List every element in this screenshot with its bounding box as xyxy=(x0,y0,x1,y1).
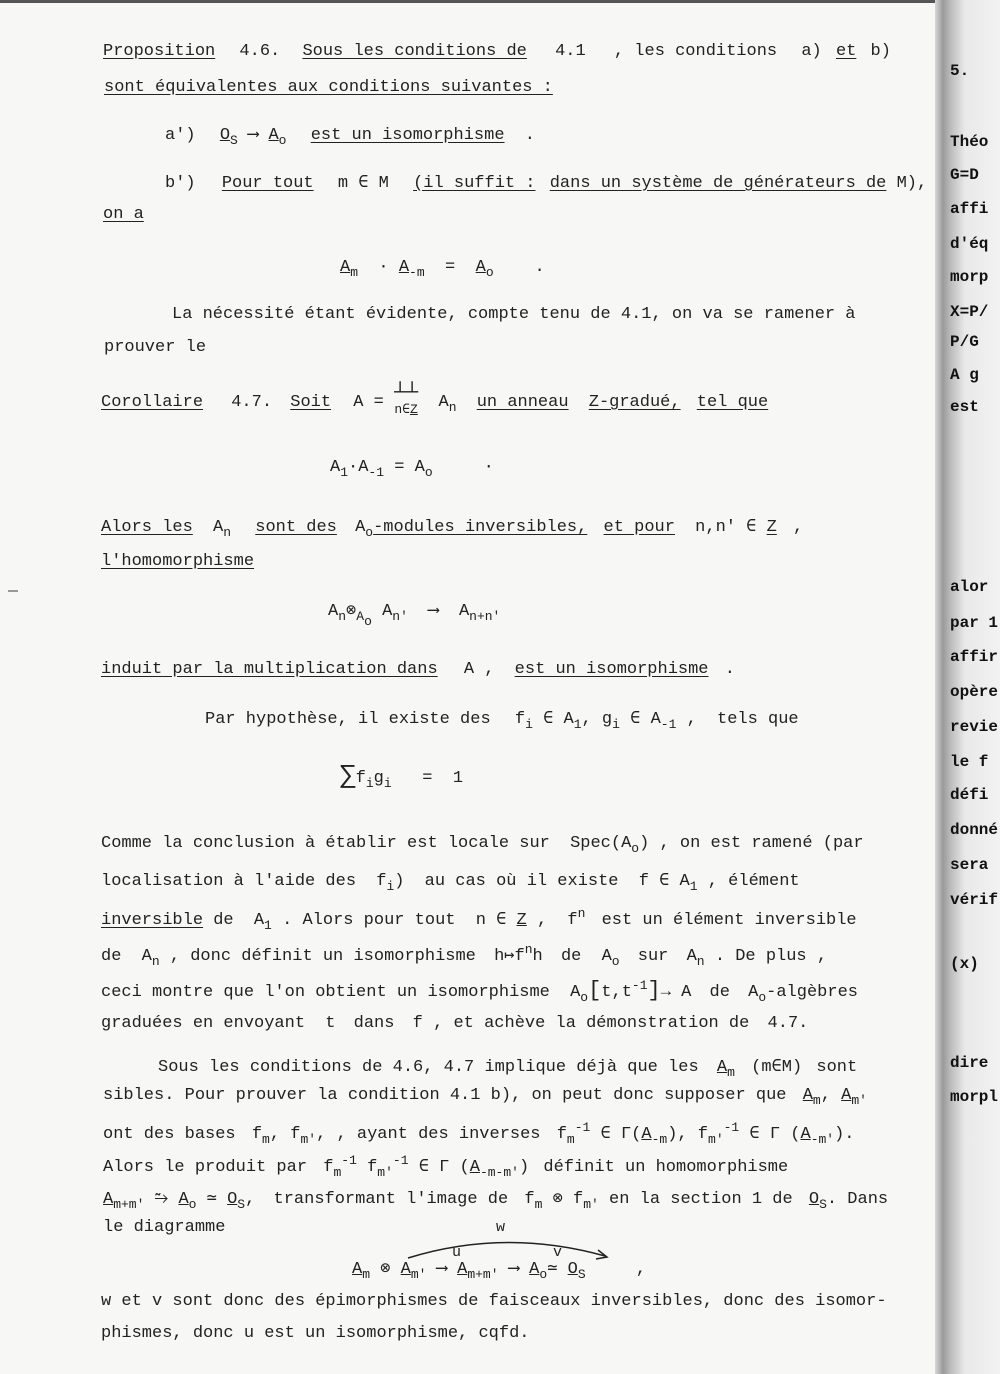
margin-word: revie xyxy=(950,718,999,736)
para1-line2: prouver le xyxy=(104,338,207,357)
margin-word: sera xyxy=(950,856,989,874)
proof-text: ceci montre que l'on obtient un isomorphisme xyxy=(101,983,550,1002)
proof-text: , et achève la démonstration de xyxy=(433,1014,750,1033)
induit-line: induit par la multiplication dans A , est un isomorphisme . xyxy=(101,660,735,679)
margin-word: alor xyxy=(950,578,989,596)
cor-text: tel que xyxy=(696,392,769,412)
corollary-label: Corollaire xyxy=(101,392,204,412)
proof-line-5: ceci montre que l'on obtient un isomorphisme $A_o[t,t^{-1}]\to A$ de $A_o$-algèbres xyxy=(101,978,858,1005)
margin-word: X=P/ xyxy=(950,303,989,321)
proof-text: de xyxy=(560,947,582,966)
cor-text: -modules inversibles, xyxy=(373,518,588,537)
cor-text: et pour xyxy=(603,518,675,537)
equation-tensor: $A_n\otimes_{A_o}$ $A_{n'}$ ⟶ $A_{n+n'}$ xyxy=(328,602,501,629)
corollary-number: 4.7. xyxy=(231,392,273,412)
proof-text: t xyxy=(325,1014,336,1033)
proof-line-4: de $A_n$ , donc définit un isomorphisme $h↦f^nh$ de $A_o$ sur $A_n$ . De plus , xyxy=(101,942,828,969)
cor-text: Alors les xyxy=(101,518,193,537)
margin-word: 5. xyxy=(950,62,970,80)
diagram-comma: , xyxy=(635,1260,647,1279)
margin-word: Théo xyxy=(950,133,989,151)
proof-line-2: localisation à l'aide des $f_i$) au cas où il existe f ∈ $A_1$ , élément xyxy=(101,872,800,894)
proof-text: Par hypothèse, il existe des xyxy=(205,710,491,729)
proof-text: , on est ramené (par xyxy=(659,834,864,853)
condition-text: Pour tout xyxy=(221,174,314,193)
proof-line-1: Comme la conclusion à établir est locale sur $Spec(A_o)$ , on est ramené (par xyxy=(101,834,864,856)
para2-line6: le diagramme xyxy=(103,1218,226,1237)
diagram-label-v: v xyxy=(553,1244,563,1261)
cor-text: un anneau xyxy=(476,392,569,412)
proof-text: est un élément inversible xyxy=(601,911,857,930)
margin-word: défi xyxy=(950,786,989,804)
margin-word: morp xyxy=(950,268,989,286)
equation-sum: $\sum f_ig_i = 1$ xyxy=(340,760,464,791)
para2-text: (m∈M) xyxy=(751,1058,803,1077)
proof-text: f xyxy=(412,1014,423,1033)
margin-word: P/G xyxy=(950,333,979,351)
diagram-arc xyxy=(400,1228,620,1262)
condition-label: a') xyxy=(165,126,196,145)
proof-text: graduées en envoyant xyxy=(101,1014,306,1033)
on-a: on a xyxy=(103,205,144,224)
proof-text: de xyxy=(213,911,234,930)
para2-line5: $A_{m+m'}$ ⥲ $A_o$ ≃ $O_S$, transformant l'image de $f_m$ ⊗ $f_{m'}$ en la section 1 de $O_S$. Dans xyxy=(103,1190,889,1212)
cor-text: est un isomorphisme xyxy=(514,660,709,679)
margin-word: affir xyxy=(950,648,999,666)
cor-text: induit par la multiplication dans xyxy=(101,660,438,679)
prop-line-2: sont équivalentes aux conditions suivantes : xyxy=(104,78,553,97)
margin-mark xyxy=(8,590,18,592)
para2-text: transformant l'image de xyxy=(273,1190,509,1209)
cor-text: Z-gradué, xyxy=(588,392,681,412)
diagram-label-w: w xyxy=(496,1219,506,1236)
hypothesis-line: Par hypothèse, il existe des $f_i$ ∈ $A_1$, $g_i$ ∈ $A_{-1}$ , tels que xyxy=(205,710,799,732)
para2-text: sibles. Pour prouver la condition 4.1 b), on peut donc supposer que xyxy=(103,1086,787,1105)
proposition-number: 4.6. xyxy=(239,42,281,61)
para2-text: . Dans xyxy=(826,1190,889,1209)
para2-line3: ont des bases $f_m$, $f_{m'}$, , ayant des inverses $f_m^{-1}$ ∈ $\Gamma(A_{-m})$, $f_{m'}^{-1}$ ∈ Γ $(A_{-m'})$. xyxy=(103,1120,855,1147)
margin-word: morpl xyxy=(950,1088,999,1106)
condition-text: M), xyxy=(896,174,928,193)
proof-line-3: inversible de $A_1$ . Alors pour tout n ∈ Z , $f^n$ est un élément inversible xyxy=(101,906,857,933)
cor-text: Z xyxy=(766,518,777,537)
condition-label: b') xyxy=(165,174,196,193)
proof-text: localisation à l'aide des xyxy=(101,872,357,891)
proof-text: Comme la conclusion à établir est locale sur xyxy=(101,834,550,853)
page-top-line xyxy=(0,0,1000,3)
proof-text: inversible xyxy=(101,911,204,930)
prop-ref: 4.1 xyxy=(555,42,586,61)
proof-text: , donc définit un isomorphisme xyxy=(169,947,476,966)
margin-word: est xyxy=(950,398,979,416)
condition-text: dans un système de générateurs de xyxy=(549,174,887,193)
proof-text: , élément xyxy=(707,872,800,891)
para2-text: ont des bases xyxy=(103,1125,236,1144)
margin-word: opère xyxy=(950,683,999,701)
margin-word: affi xyxy=(950,200,989,218)
prop-text: b) xyxy=(870,42,891,61)
para2-text: définit un homomorphisme xyxy=(543,1158,789,1177)
diagram: $A_m$ ⊗ $A_{m'}$ ⟶ $A_{m+m'}$ ⟶ $A_o≃$ $O_S$ , xyxy=(352,1260,647,1282)
para2-line1: Sous les conditions de 4.6, 4.7 implique déjà que les $A_m$ (m∈M) sont xyxy=(158,1058,858,1080)
prop-text: et xyxy=(835,42,857,61)
prop-text: , les conditions xyxy=(613,42,778,61)
para1-line1: La nécessité étant évidente, compte tenu de 4.1, on va se ramener à xyxy=(172,305,856,324)
margin-word: dire xyxy=(950,1054,989,1072)
condition-b-prime: b') Pour tout m ∈ M (il suffit : dans un système de générateurs de M), xyxy=(165,174,928,193)
equation-am: $A_m \cdot A_{-m} = A_o$ . xyxy=(340,258,545,280)
margin-word: G=D xyxy=(950,166,979,184)
proof-text: . De plus , xyxy=(714,947,828,966)
homomorphism-label: l'homomorphisme xyxy=(101,552,255,571)
equation-a1: $A_1\cdot A_{-1} = A_o$ · xyxy=(330,458,494,480)
proof-text: de xyxy=(709,983,730,1002)
cor-text: sont des xyxy=(255,518,337,537)
margin-word: d'éq xyxy=(950,235,989,253)
margin-word: donné xyxy=(950,821,999,839)
para2-line4: Alors le produit par $f_m^{-1}$ $f_{m'}^{-1}$ ∈ Γ $(A_{-m-m'})$ définit un homomorphisme xyxy=(103,1153,789,1180)
cor-text: A xyxy=(355,518,366,537)
cor-text: n,n' ∈ xyxy=(695,518,757,537)
proof-text: au cas où il existe xyxy=(424,872,619,891)
proof-text: sur xyxy=(637,947,669,966)
proof-text: de xyxy=(101,947,122,966)
prop-text: Sous les conditions de xyxy=(302,42,527,61)
cor-text: A , xyxy=(463,660,495,679)
para2-text: Sous les conditions de 4.6, 4.7 implique déjà que les xyxy=(158,1058,699,1077)
para2-text: sont xyxy=(816,1058,858,1077)
prop-text: a) xyxy=(801,42,822,61)
para2-text: en la section 1 de xyxy=(609,1190,793,1209)
proposition-heading xyxy=(103,42,891,61)
margin-word: par 1 xyxy=(950,614,999,632)
margin-word: (x) xyxy=(950,955,979,973)
cor-text: , xyxy=(793,518,804,537)
proof-text: dans xyxy=(353,1014,395,1033)
condition-text: (il suffit : xyxy=(413,174,536,193)
margin-word: vérif xyxy=(950,891,999,909)
margin-word: A g xyxy=(950,366,979,384)
condition-text: est un isomorphisme xyxy=(310,126,505,145)
diagram-label-u: u xyxy=(452,1244,462,1261)
para2-line7: w et v sont donc des épimorphismes de faisceaux inversibles, donc des isomor- xyxy=(101,1292,887,1311)
condition-a-prime: a') $O_S$ ⟶ $A_o$ est un isomorphisme . xyxy=(165,126,535,148)
proof-text: tels que xyxy=(717,710,799,729)
corollary-heading: Corollaire 4.7. Soit A = ┴┴ n∈Z $A_n$ un anneau Z-gradué, tel que xyxy=(101,382,769,417)
alors-line: Alors les $A_n$ sont des $A_o$-modules inversibles, et pour n,n' ∈ Z , xyxy=(101,518,804,540)
proof-text: 4.7. xyxy=(767,1014,809,1033)
para2-line2: sibles. Pour prouver la condition 4.1 b), on peut donc supposer que $A_m$, $A_{m'}$ xyxy=(103,1086,867,1108)
proposition-label: Proposition xyxy=(103,42,216,61)
proof-line-6 xyxy=(101,1014,808,1033)
proof-text: . Alors pour tout xyxy=(282,911,456,930)
proof-text: -algèbres xyxy=(766,983,858,1002)
cor-text: Soit xyxy=(290,392,332,412)
para2-line8: phismes, donc u est un isomorphisme, cqfd. xyxy=(101,1324,530,1343)
para2-text: , ayant des inverses xyxy=(336,1125,541,1144)
margin-word: le f xyxy=(950,753,989,771)
para2-text: Alors le produit par xyxy=(103,1158,308,1177)
